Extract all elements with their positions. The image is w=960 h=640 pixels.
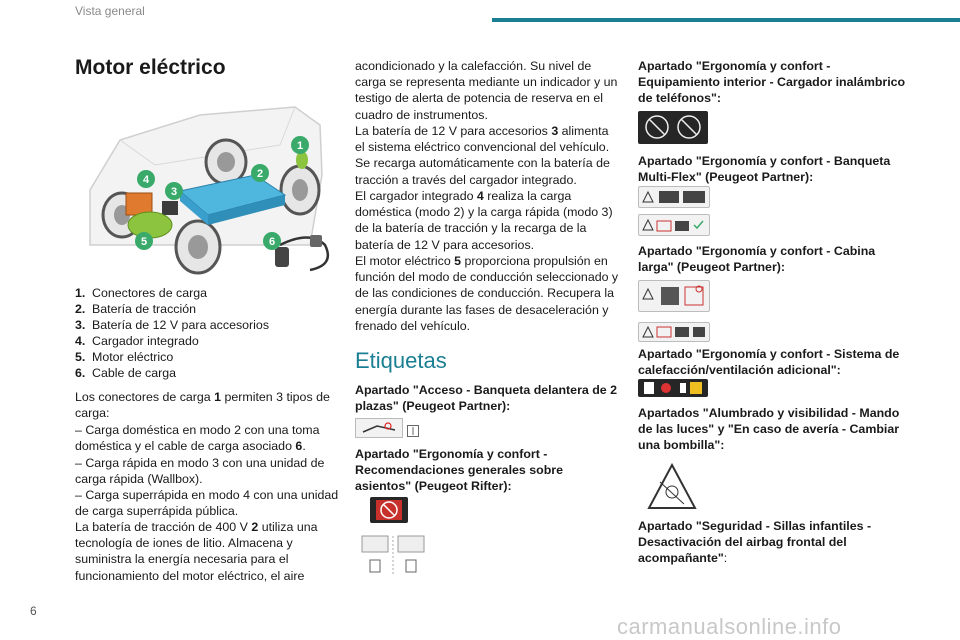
charging-mode-4: – Carga superrápida en modo 4 con una unidad de carga superrápida pública. [75,488,339,519]
label-section-title: Apartado "Ergonomía y confort - Sistema de calefacción/ventilación adicional": [638,347,900,378]
callout-4: 4 [142,174,150,186]
list-item: 6. Cable de carga [75,366,177,380]
aux-battery-text: La batería de 12 V para accesorios 3 alimenta el sistema eléctrico convencional del vehículo. Se recarga automáticamente con la batería de tracción a través del cargador integrado. [355,124,610,187]
label-section-title: Apartado "Ergonomía y confort - Banqueta Multi-Flex" (Peugeot Partner): [638,154,891,185]
ev-diagram [80,95,340,285]
charging-mode-3: – Carga rápida en modo 3 con una unidad de carga rápida (Wallbox). [75,456,325,487]
wheel-rear [206,140,246,184]
charging-intro: Los conectores de carga 1 permiten 3 tipos de carga: [75,390,330,421]
traction-battery-text: La batería de tracción de 400 V 2 utiliza una tecnología de iones de litio. Almacena y suministra la energía necesaria para el funcionamiento del motor eléctrico, el aire [75,520,318,583]
callout-2: 2 [256,168,264,180]
motor-text: El motor eléctrico 5 proporciona propulsión en función del modo de conducción seleccionado y de las condiciones de conducción. Recupera la energía durante las fases de desaceleración y frenado del vehículo. [355,254,619,333]
callout-3: 3 [170,186,178,198]
seat-config-icon [360,534,428,576]
label-section-title: Apartado "Ergonomía y confort - Equipamiento interior - Cargador inalámbrico de teléfonos": [638,59,906,106]
label-section-title: Apartados "Alumbrado y visibilidad - Mando de las luces" y "En caso de avería - Cambiar una bombilla": [638,406,900,453]
wheel-front [176,221,220,273]
heating-system-icon [638,379,708,397]
watermark: carmanualsonline.info [617,614,842,639]
callout-6: 6 [268,236,276,248]
electric-motor [128,212,172,238]
label-section-title: Apartado "Acceso - Banqueta delantera de 2 plazas" (Peugeot Partner): [355,383,618,414]
page-number: 6 [30,604,37,618]
multiflex-bench-icon-2 [638,214,710,236]
callout-1: 1 [296,140,304,152]
no-child-seat-icon [370,497,408,523]
charger-text: El cargador integrado 4 realiza la carga doméstica (modo 2) y la carga rápida (modo 3) de la batería de tracción y la recarga de la batería de 12 V para accesorios. [355,189,613,252]
long-cab-icon-2 [638,322,710,342]
bulb-warning-icon [646,462,698,512]
seat-label-icon [355,418,403,438]
list-item: 5. Motor eléctrico [75,350,174,364]
charging-mode-2: – Carga doméstica en modo 2 con una toma doméstica y el cable de carga asociado 6. [75,423,320,454]
label-section-title: Apartado "Seguridad - Sillas infantiles - Desactivación del airbag frontal del acompañante": [638,519,872,566]
section-heading: Etiquetas [355,348,447,373]
battery-cont-text: acondicionado y la calefacción. Su nivel de carga se representa mediante un indicador y un testigo de alerta de potencia de reserva en el cuadro de instrumentos. [355,59,618,122]
list-item: 2. Batería de tracción [75,302,197,316]
book-icon [407,424,419,436]
label-section-title: Apartado "Ergonomía y confort - Cabina larga" (Peugeot Partner): [638,244,876,275]
header-accent-bar [492,18,960,22]
component-list [75,285,269,381]
callout-5: 5 [140,236,148,248]
list-item: 1. Conectores de carga [75,286,208,300]
page-title: Motor eléctrico [75,56,226,79]
accessory-battery [162,201,178,215]
multiflex-bench-icon-1 [638,186,710,208]
wireless-charger-icon [638,111,708,144]
list-item: 4. Cargador integrado [75,334,199,348]
section-title: Vista general [75,4,145,18]
wheel-rear-right [281,166,319,214]
long-cab-icon-1 [638,280,710,312]
list-item: 3. Batería de 12 V para accesorios [75,318,270,332]
label-section-title: Apartado "Ergonomía y confort - Recomendaciones generales sobre asientos" (Peugeot Rifter): [355,447,563,494]
